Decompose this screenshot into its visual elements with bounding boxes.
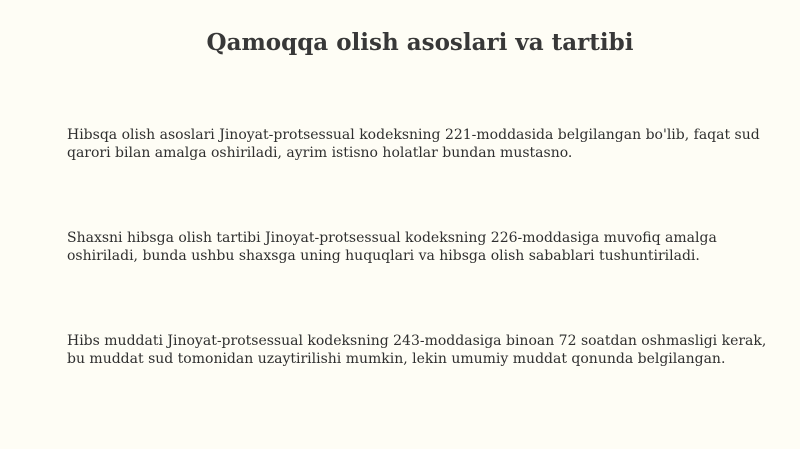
paragraph-arrest-grounds: Hibsqa olish asoslari Jinoyat-protsessual kodeksning 221-moddasida belgilangan bo'lib, faqat sud qarori bilan amalga oshiriladi, ayrim istisno holatlar bundan mustasno. — [67, 127, 760, 161]
paragraph-arrest-procedure: Shaxsni hibsga olish tartibi Jinoyat-protsessual kodeksning 226-moddasiga muvofiq amalga oshiriladi, bunda ushbu shaxsga uning huquqlari va hibsga olish sabablari tushuntiriladi. — [67, 230, 717, 264]
paragraph-arrest-duration: Hibs muddati Jinoyat-protsessual kodeksning 243-moddasiga binoan 72 soatdan oshmasligi kerak, bu muddat sud tomonidan uzaytirilishi mumkin, lekin umumiy muddat qonunda belgilangan. — [67, 333, 767, 367]
slide-title: Qamoqqa olish asoslari va tartibi — [206, 29, 634, 56]
